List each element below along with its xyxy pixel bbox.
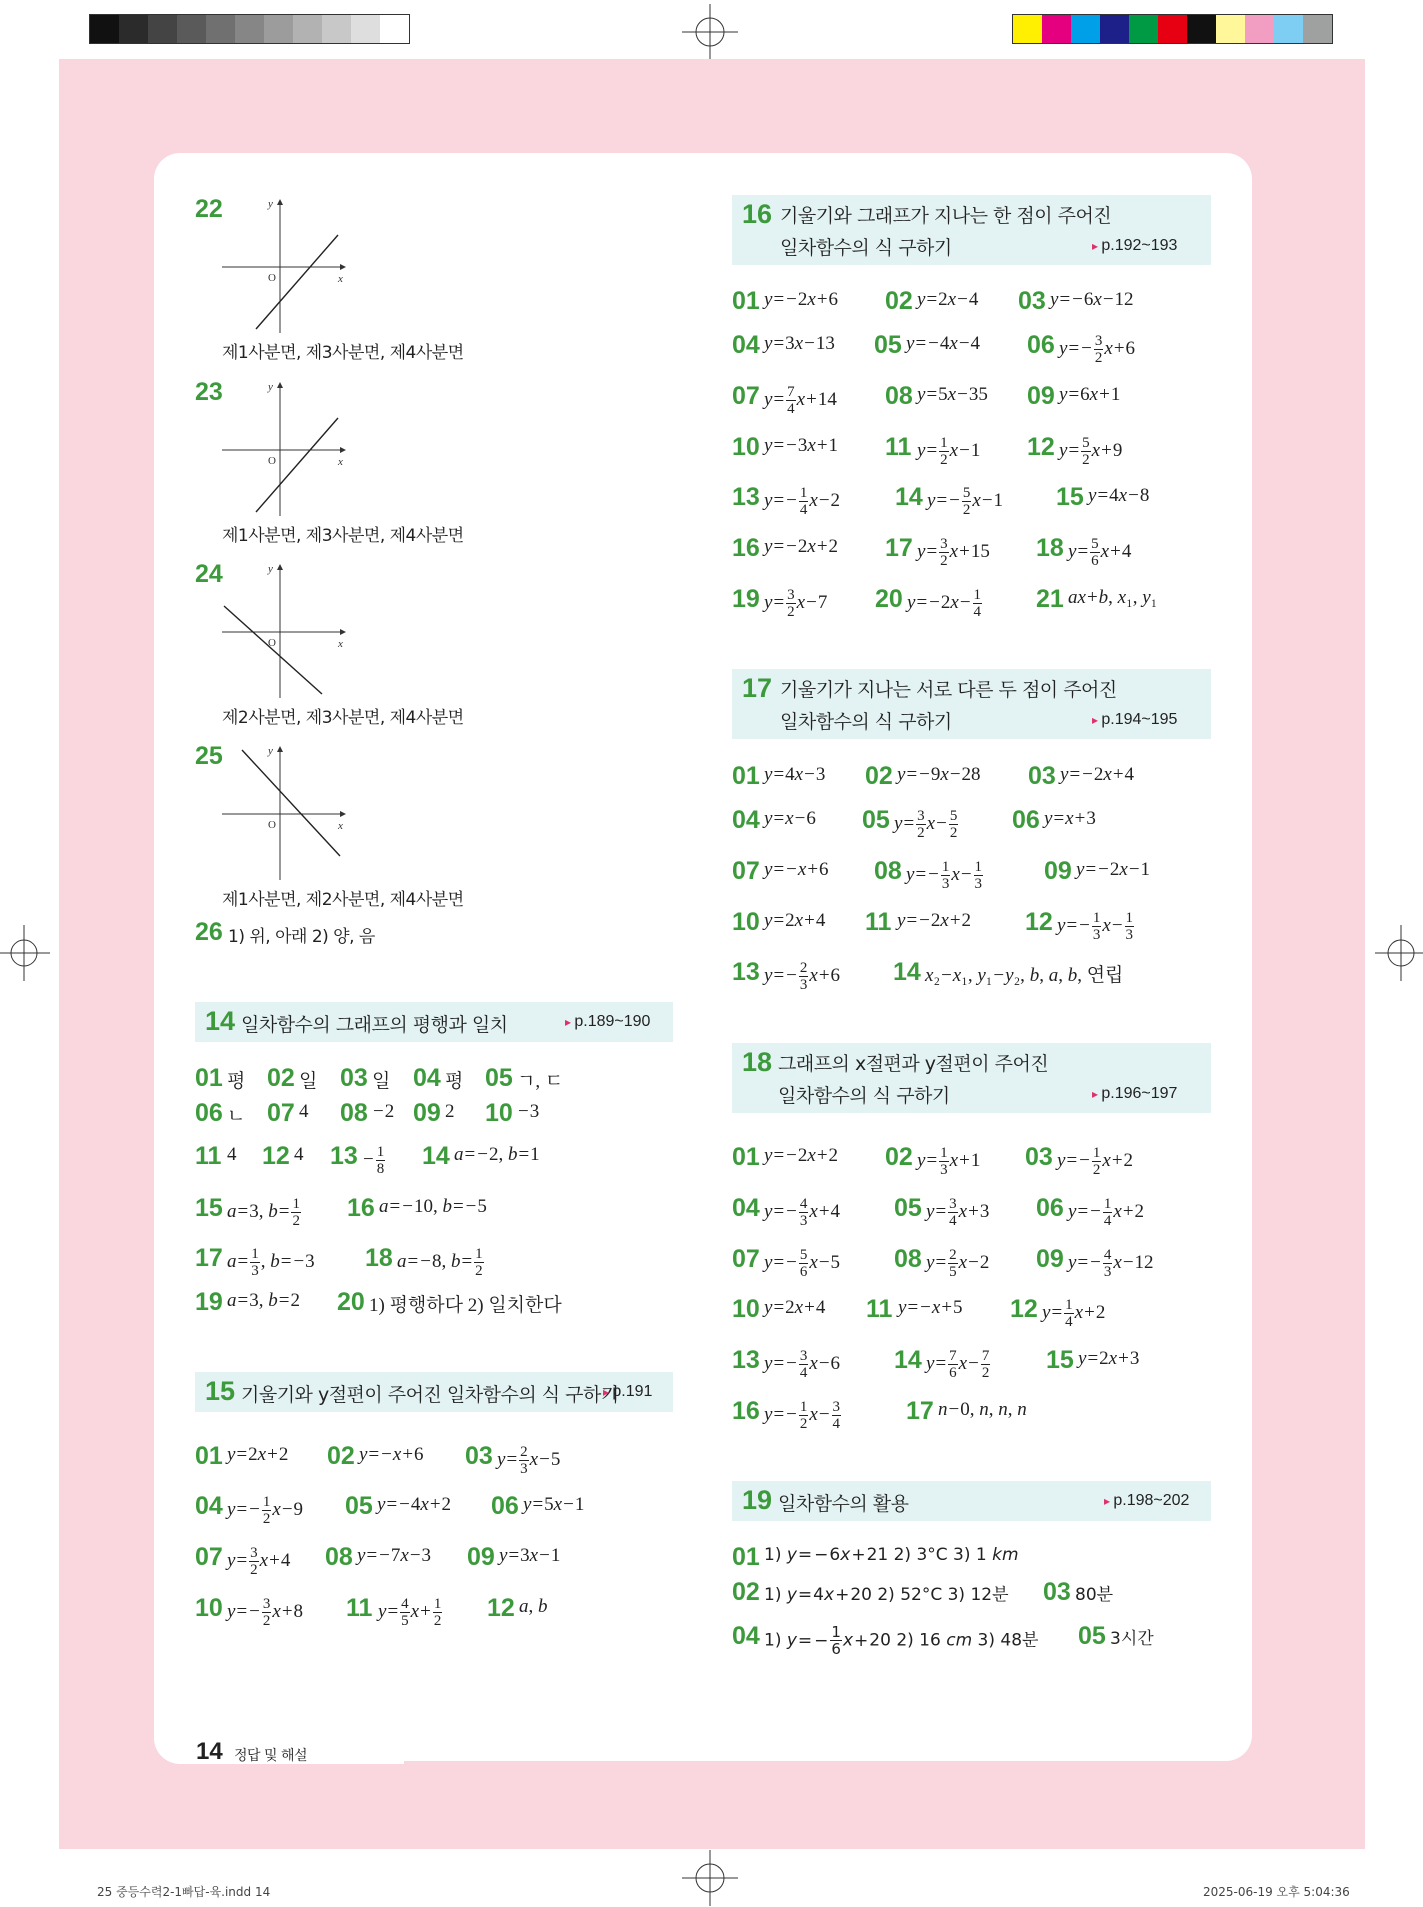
- answer-text: y= −4x+2: [377, 1494, 452, 1515]
- question-number: 09: [1036, 1245, 1064, 1273]
- registration-mark-top: [682, 4, 738, 60]
- color-swatch: [1013, 15, 1042, 43]
- question-number: 02: [327, 1442, 355, 1470]
- question-number: 08: [340, 1099, 368, 1127]
- question-number: 10: [485, 1099, 513, 1127]
- y-axis-arrow: [277, 199, 283, 205]
- origin-label: O: [268, 455, 276, 467]
- answer-text: y=3x−13: [764, 333, 835, 354]
- answer-text: y= −2x− $\frac{1}{4}$: [907, 587, 982, 620]
- answer-text: y=x+3: [1044, 808, 1096, 829]
- question-number: 12: [1025, 908, 1053, 936]
- registration-mark-right: [1375, 925, 1423, 981]
- page-reference: ▸ p.189~190: [565, 1013, 650, 1031]
- section-title-line2: 일차함수의 식 구하기: [780, 711, 952, 733]
- page-reference: ▸ p.196~197: [1092, 1085, 1177, 1103]
- question-number: 13: [732, 1346, 760, 1374]
- answer-text: y= − $\frac{1}{3}$ x− $\frac{1}{3}$: [1057, 910, 1134, 943]
- answer-text: y= $\frac{3}{4}$ x+3: [926, 1196, 990, 1229]
- answer-text: y=6x+1: [1059, 384, 1121, 405]
- answer-text: 1) y= − $\frac{1}{6}$ x+20 2) 16 cm 3) 48분: [764, 1623, 1039, 1658]
- question-number: 05: [485, 1064, 513, 1092]
- color-swatch: [235, 15, 264, 43]
- color-swatch: [380, 15, 409, 43]
- file-name: 25 중등수력2-1빠답-육.indd 14: [97, 1885, 271, 1899]
- answer-text: 1) 평행하다 2) 일치한다: [369, 1295, 562, 1316]
- question-number: 12: [262, 1142, 290, 1170]
- answer-text: 일: [372, 1071, 391, 1092]
- graph-caption: 제2사분면, 제3사분면, 제4사분면: [222, 708, 464, 728]
- answer-text: y=3x−1: [499, 1545, 561, 1566]
- answer-text: y= $\frac{5}{6}$ x+4: [1068, 536, 1132, 569]
- answer-text: y= −x+6: [764, 859, 829, 880]
- answer-text: 4: [227, 1144, 237, 1165]
- question-number: 01: [732, 762, 760, 790]
- answer-text: y= $\frac{3}{2}$ x− $\frac{5}{2}$: [894, 808, 958, 841]
- answer-text: y= $\frac{2}{5}$ x−2: [926, 1247, 990, 1280]
- question-number: 04: [732, 1194, 760, 1222]
- question-number: 10: [732, 1295, 760, 1323]
- answer-text: y= − $\frac{4}{3}$ x+4: [764, 1196, 841, 1229]
- question-number: 13: [732, 483, 760, 511]
- answer-text: y= $\frac{7}{4}$ x+14: [764, 384, 837, 417]
- cmyk-color-bar: [1012, 14, 1333, 44]
- question-number: 15: [1046, 1346, 1074, 1374]
- function-line: [224, 606, 322, 694]
- question-number: 23: [195, 378, 223, 406]
- question-number: 17: [885, 534, 913, 562]
- answer-text: y= $\frac{4}{5}$ x+ $\frac{1}{2}$: [378, 1596, 442, 1629]
- question-number: 01: [732, 1543, 760, 1571]
- question-number: 03: [340, 1064, 368, 1092]
- origin-label: O: [268, 637, 276, 649]
- answer-text: ㄱ, ㄷ: [517, 1071, 564, 1092]
- question-number: 04: [413, 1064, 441, 1092]
- question-number: 09: [1027, 382, 1055, 410]
- question-number: 19: [195, 1288, 223, 1316]
- question-number: 03: [1025, 1143, 1053, 1171]
- coordinate-graph: [218, 744, 348, 884]
- question-number: 02: [885, 287, 913, 315]
- answer-text: y= $\frac{1}{4}$ x+2: [1042, 1297, 1106, 1330]
- color-swatch: [1100, 15, 1129, 43]
- answer-text: ㄴ: [227, 1106, 246, 1127]
- answer-text: a= −2, b=1: [454, 1144, 540, 1165]
- answer-text: a=3, b= $\frac{1}{2}$: [227, 1196, 300, 1229]
- graph-caption: 제1사분면, 제3사분면, 제4사분면: [222, 343, 464, 363]
- page-reference: ▸ p.191: [603, 1383, 652, 1401]
- answer-text: y= − $\frac{5}{6}$ x−5: [764, 1247, 841, 1280]
- answer-text: y=2x+4: [764, 910, 826, 931]
- section-title-line2: 일차함수의 식 구하기: [780, 237, 952, 259]
- graph-caption: 제1사분면, 제2사분면, 제4사분면: [222, 890, 464, 910]
- color-swatch: [148, 15, 177, 43]
- color-swatch: [206, 15, 235, 43]
- question-number: 07: [732, 1245, 760, 1273]
- question-number: 03: [465, 1442, 493, 1470]
- question-number: 03: [1028, 762, 1056, 790]
- answer-text: y= $\frac{1}{3}$ x+1: [917, 1145, 981, 1178]
- y-axis-arrow: [277, 382, 283, 388]
- answer-text: y= −7x−3: [357, 1545, 432, 1566]
- answer-text: a=3, b=2: [227, 1290, 300, 1311]
- answer-text: y= − $\frac{5}{2}$ x−1: [927, 485, 1004, 518]
- question-number: 02: [885, 1143, 913, 1171]
- page-reference: ▸ p.198~202: [1104, 1492, 1189, 1510]
- x-axis-label: x: [338, 456, 343, 468]
- answer-text: 1) y=4x+20 2) 52°C 3) 12분: [764, 1585, 1009, 1605]
- answer-text: y= −6x−12: [1050, 289, 1134, 310]
- origin-label: O: [268, 272, 276, 284]
- section-title-line1: 기울기가 지나는 서로 다른 두 점이 주어진: [780, 679, 1117, 701]
- x-axis-arrow: [340, 811, 346, 817]
- question-number: 07: [267, 1099, 295, 1127]
- question-number: 04: [732, 1622, 760, 1650]
- question-number: 19: [732, 585, 760, 613]
- question-number: 10: [195, 1594, 223, 1622]
- answer-text: y= −2x+4: [1060, 764, 1135, 785]
- question-number: 05: [345, 1492, 373, 1520]
- answer-text: 4: [294, 1144, 304, 1165]
- question-number: 08: [874, 857, 902, 885]
- answer-text: y= − $\frac{1}{4}$ x−2: [764, 485, 841, 518]
- color-swatch: [1129, 15, 1158, 43]
- x-axis-arrow: [340, 447, 346, 453]
- question-number: 07: [732, 857, 760, 885]
- answer-text: y=x−6: [764, 808, 816, 829]
- question-number: 05: [1078, 1622, 1106, 1650]
- answer-text: y= − $\frac{4}{3}$ x−12: [1068, 1247, 1154, 1280]
- question-number: 14: [422, 1142, 450, 1170]
- section-title-line1: 그래프의 x절편과 y절편이 주어진: [778, 1053, 1049, 1075]
- color-swatch: [1071, 15, 1100, 43]
- answer-text: 4: [299, 1101, 309, 1122]
- answer-text: −2: [373, 1101, 395, 1122]
- section-title-line2: 일차함수의 식 구하기: [778, 1085, 950, 1107]
- question-number: 02: [732, 1578, 760, 1606]
- page-number: 14: [196, 1738, 223, 1765]
- answer-text: a= −10, b= −5: [379, 1196, 487, 1217]
- color-swatch: [90, 15, 119, 43]
- answer-text: y= − $\frac{2}{3}$ x+6: [764, 960, 841, 993]
- question-number: 11: [865, 908, 892, 936]
- question-number: 08: [894, 1245, 922, 1273]
- y-axis-arrow: [277, 746, 283, 752]
- question-number: 11: [866, 1295, 893, 1323]
- coordinate-graph: [218, 562, 348, 702]
- answer-text: a, b: [519, 1596, 548, 1617]
- question-number: 09: [413, 1099, 441, 1127]
- answer-text: y= − $\frac{3}{4}$ x−6: [764, 1348, 841, 1381]
- question-number: 12: [487, 1594, 515, 1622]
- answer-text: y= − $\frac{1}{2}$ x−9: [227, 1494, 304, 1527]
- question-number: 06: [1012, 806, 1040, 834]
- question-number: 06: [1027, 331, 1055, 359]
- print-date: 2025-06-19 오후 5:04:36: [1203, 1885, 1350, 1899]
- registration-mark-left: [0, 925, 50, 981]
- question-number: 05: [894, 1194, 922, 1222]
- color-swatch: [1303, 15, 1332, 43]
- answer-text: 1) 위, 아래 2) 양, 음: [228, 927, 375, 947]
- page-reference: ▸ p.194~195: [1092, 711, 1177, 729]
- question-number: 07: [732, 382, 760, 410]
- section-title: 일차함수의 그래프의 평행과 일치: [241, 1014, 508, 1036]
- question-number: 16: [732, 1397, 760, 1425]
- y-axis-label: y: [268, 381, 273, 393]
- answer-text: y=4x−3: [764, 764, 826, 785]
- answer-text: y= $\frac{3}{2}$ x+4: [227, 1545, 291, 1578]
- answer-text: a= $\frac{1}{3}$ , b= −3: [227, 1246, 315, 1279]
- color-swatch: [1245, 15, 1274, 43]
- color-swatch: [119, 15, 148, 43]
- question-number: 15: [195, 1194, 223, 1222]
- answer-text: 평: [445, 1071, 464, 1092]
- color-swatch: [293, 15, 322, 43]
- y-axis-arrow: [277, 564, 283, 570]
- answer-text: y= −x+5: [898, 1297, 963, 1318]
- answer-text: y= $\frac{2}{3}$ x−5: [497, 1444, 561, 1477]
- x-axis-arrow: [340, 629, 346, 635]
- section-16-header: [732, 195, 1211, 265]
- question-number: 21: [1036, 585, 1064, 613]
- question-number: 06: [491, 1492, 519, 1520]
- y-axis-label: y: [268, 198, 273, 210]
- answer-text: y= −9x−28: [897, 764, 981, 785]
- question-number: 04: [732, 806, 760, 834]
- question-number: 22: [195, 195, 223, 223]
- answer-text: y= −x+6: [359, 1444, 424, 1465]
- section-number: 18: [742, 1047, 773, 1077]
- question-number: 20: [337, 1288, 365, 1316]
- color-swatch: [1216, 15, 1245, 43]
- answer-text: y= − $\frac{1}{2}$ x+2: [1057, 1145, 1134, 1178]
- color-swatch: [264, 15, 293, 43]
- color-swatch: [177, 15, 206, 43]
- section-title: 기울기와 y절편이 주어진 일차함수의 식 구하기: [241, 1384, 619, 1406]
- question-number: 08: [885, 382, 913, 410]
- question-number: 16: [347, 1194, 375, 1222]
- question-number: 01: [195, 1064, 223, 1092]
- section-title: 일차함수의 활용: [778, 1493, 909, 1515]
- question-number: 10: [732, 908, 760, 936]
- question-number: 06: [1036, 1194, 1064, 1222]
- coordinate-graph: [218, 380, 348, 520]
- page-label: 정답 및 해설: [234, 1748, 308, 1764]
- answer-text: y= −2x+2: [764, 1145, 839, 1166]
- answer-text: 평: [227, 1071, 246, 1092]
- question-number: 15: [1056, 483, 1084, 511]
- section-19-header: [732, 1481, 1211, 1521]
- question-number: 10: [732, 433, 760, 461]
- y-axis-label: y: [268, 745, 273, 757]
- answer-text: 1) y= −6x+21 2) 3°C 3) 1 km: [764, 1545, 1019, 1565]
- section-title-line1: 기울기와 그래프가 지나는 한 점이 주어진: [780, 205, 1112, 227]
- answer-text: y=2x+4: [764, 1297, 826, 1318]
- x-axis-label: x: [338, 820, 343, 832]
- answer-text: y= −2x+2: [764, 536, 839, 557]
- question-number: 06: [195, 1099, 223, 1127]
- section-number: 14: [205, 1006, 236, 1036]
- question-number: 16: [732, 534, 760, 562]
- answer-text: x₂−x₁, y₁−y₂, b, a, b, 연립: [925, 965, 1124, 986]
- answer-text: y= $\frac{3}{2}$ x−7: [764, 587, 828, 620]
- question-number: 13: [732, 958, 760, 986]
- color-swatch: [351, 15, 380, 43]
- answer-text: y=4x−8: [1088, 485, 1150, 506]
- section-number: 19: [742, 1485, 773, 1515]
- question-number: 12: [1010, 1295, 1038, 1323]
- question-number: 01: [195, 1442, 223, 1470]
- answer-text: a= −8, b= $\frac{1}{2}$: [397, 1246, 483, 1279]
- section-17-header: [732, 669, 1211, 739]
- answer-text: n−0, n, n, n: [938, 1399, 1027, 1420]
- question-number: 14: [894, 1346, 922, 1374]
- answer-text: − $\frac{1}{8}$: [363, 1144, 385, 1177]
- answer-text: 2: [445, 1101, 455, 1122]
- section-number: 15: [205, 1376, 236, 1406]
- answer-text: ax+b, x₁, y₁: [1068, 587, 1158, 608]
- question-number: 11: [346, 1594, 373, 1622]
- color-swatch: [1274, 15, 1303, 43]
- question-number: 05: [874, 331, 902, 359]
- question-number: 03: [1043, 1578, 1071, 1606]
- question-number: 01: [732, 287, 760, 315]
- answer-text: y=2x+3: [1078, 1348, 1140, 1369]
- answer-text: 일: [299, 1071, 318, 1092]
- answer-text: −3: [518, 1101, 540, 1122]
- function-line: [242, 750, 340, 856]
- question-number: 14: [895, 483, 923, 511]
- section-18-header: [732, 1043, 1211, 1113]
- question-number: 11: [885, 433, 912, 461]
- answer-text: y=2x+2: [227, 1444, 289, 1465]
- question-number: 01: [732, 1143, 760, 1171]
- question-number: 26: [195, 918, 223, 946]
- color-swatch: [1042, 15, 1071, 43]
- question-number: 09: [1044, 857, 1072, 885]
- color-swatch: [322, 15, 351, 43]
- page-reference: ▸ p.192~193: [1092, 237, 1177, 255]
- answer-text: y= −4x−4: [906, 333, 981, 354]
- answer-text: y= $\frac{7}{6}$ x− $\frac{7}{2}$: [926, 1348, 990, 1381]
- question-number: 08: [325, 1543, 353, 1571]
- answer-text: y= − $\frac{1}{4}$ x+2: [1068, 1196, 1145, 1229]
- section-number: 17: [742, 673, 773, 703]
- question-number: 17: [906, 1397, 934, 1425]
- question-number: 02: [267, 1064, 295, 1092]
- answer-text: y= −3x+1: [764, 435, 839, 456]
- registration-mark-bottom: [682, 1850, 738, 1906]
- answer-text: 80분: [1075, 1585, 1114, 1605]
- grayscale-color-bar: [89, 14, 410, 44]
- question-number: 18: [365, 1244, 393, 1272]
- color-swatch: [1187, 15, 1216, 43]
- question-number: 09: [467, 1543, 495, 1571]
- question-number: 18: [1036, 534, 1064, 562]
- answer-text: y= −2x+2: [897, 910, 972, 931]
- question-number: 11: [195, 1142, 222, 1170]
- coordinate-graph: [218, 197, 348, 337]
- question-number: 20: [875, 585, 903, 613]
- origin-label: O: [268, 819, 276, 831]
- answer-text: y= $\frac{1}{2}$ x−1: [917, 435, 981, 468]
- question-number: 07: [195, 1543, 223, 1571]
- y-axis-label: y: [268, 563, 273, 575]
- answer-text: y= − $\frac{1}{3}$ x− $\frac{1}{3}$: [906, 859, 983, 892]
- answer-text: y= −2x−1: [1076, 859, 1151, 880]
- question-number: 04: [195, 1492, 223, 1520]
- question-number: 25: [195, 742, 223, 770]
- question-number: 04: [732, 331, 760, 359]
- question-number: 13: [330, 1142, 358, 1170]
- answer-text: y= −2x+6: [764, 289, 839, 310]
- question-number: 12: [1027, 433, 1055, 461]
- answer-text: y= − $\frac{1}{2}$ x− $\frac{3}{4}$: [764, 1399, 841, 1432]
- question-number: 17: [195, 1244, 223, 1272]
- answer-text: 3시간: [1110, 1629, 1154, 1649]
- answer-text: y=2x−4: [917, 289, 979, 310]
- question-number: 03: [1018, 287, 1046, 315]
- answer-text: y=5x−35: [917, 384, 988, 405]
- answer-text: y= $\frac{5}{2}$ x+9: [1059, 435, 1123, 468]
- x-axis-arrow: [340, 264, 346, 270]
- question-number: 24: [195, 560, 223, 588]
- graph-caption: 제1사분면, 제3사분면, 제4사분면: [222, 526, 464, 546]
- question-number: 14: [893, 958, 921, 986]
- section-number: 16: [742, 199, 773, 229]
- x-axis-label: x: [338, 638, 343, 650]
- answer-text: y= $\frac{3}{2}$ x+15: [917, 536, 990, 569]
- question-number: 02: [865, 762, 893, 790]
- section-15-header: [195, 1372, 673, 1412]
- color-swatch: [1158, 15, 1187, 43]
- answer-text: y= − $\frac{3}{2}$ x+8: [227, 1596, 304, 1629]
- x-axis-label: x: [338, 273, 343, 285]
- section-14-header: [195, 1002, 673, 1042]
- question-number: 05: [862, 806, 890, 834]
- answer-text: y= − $\frac{3}{2}$ x+6: [1059, 333, 1136, 366]
- answer-text: y=5x−1: [523, 1494, 585, 1515]
